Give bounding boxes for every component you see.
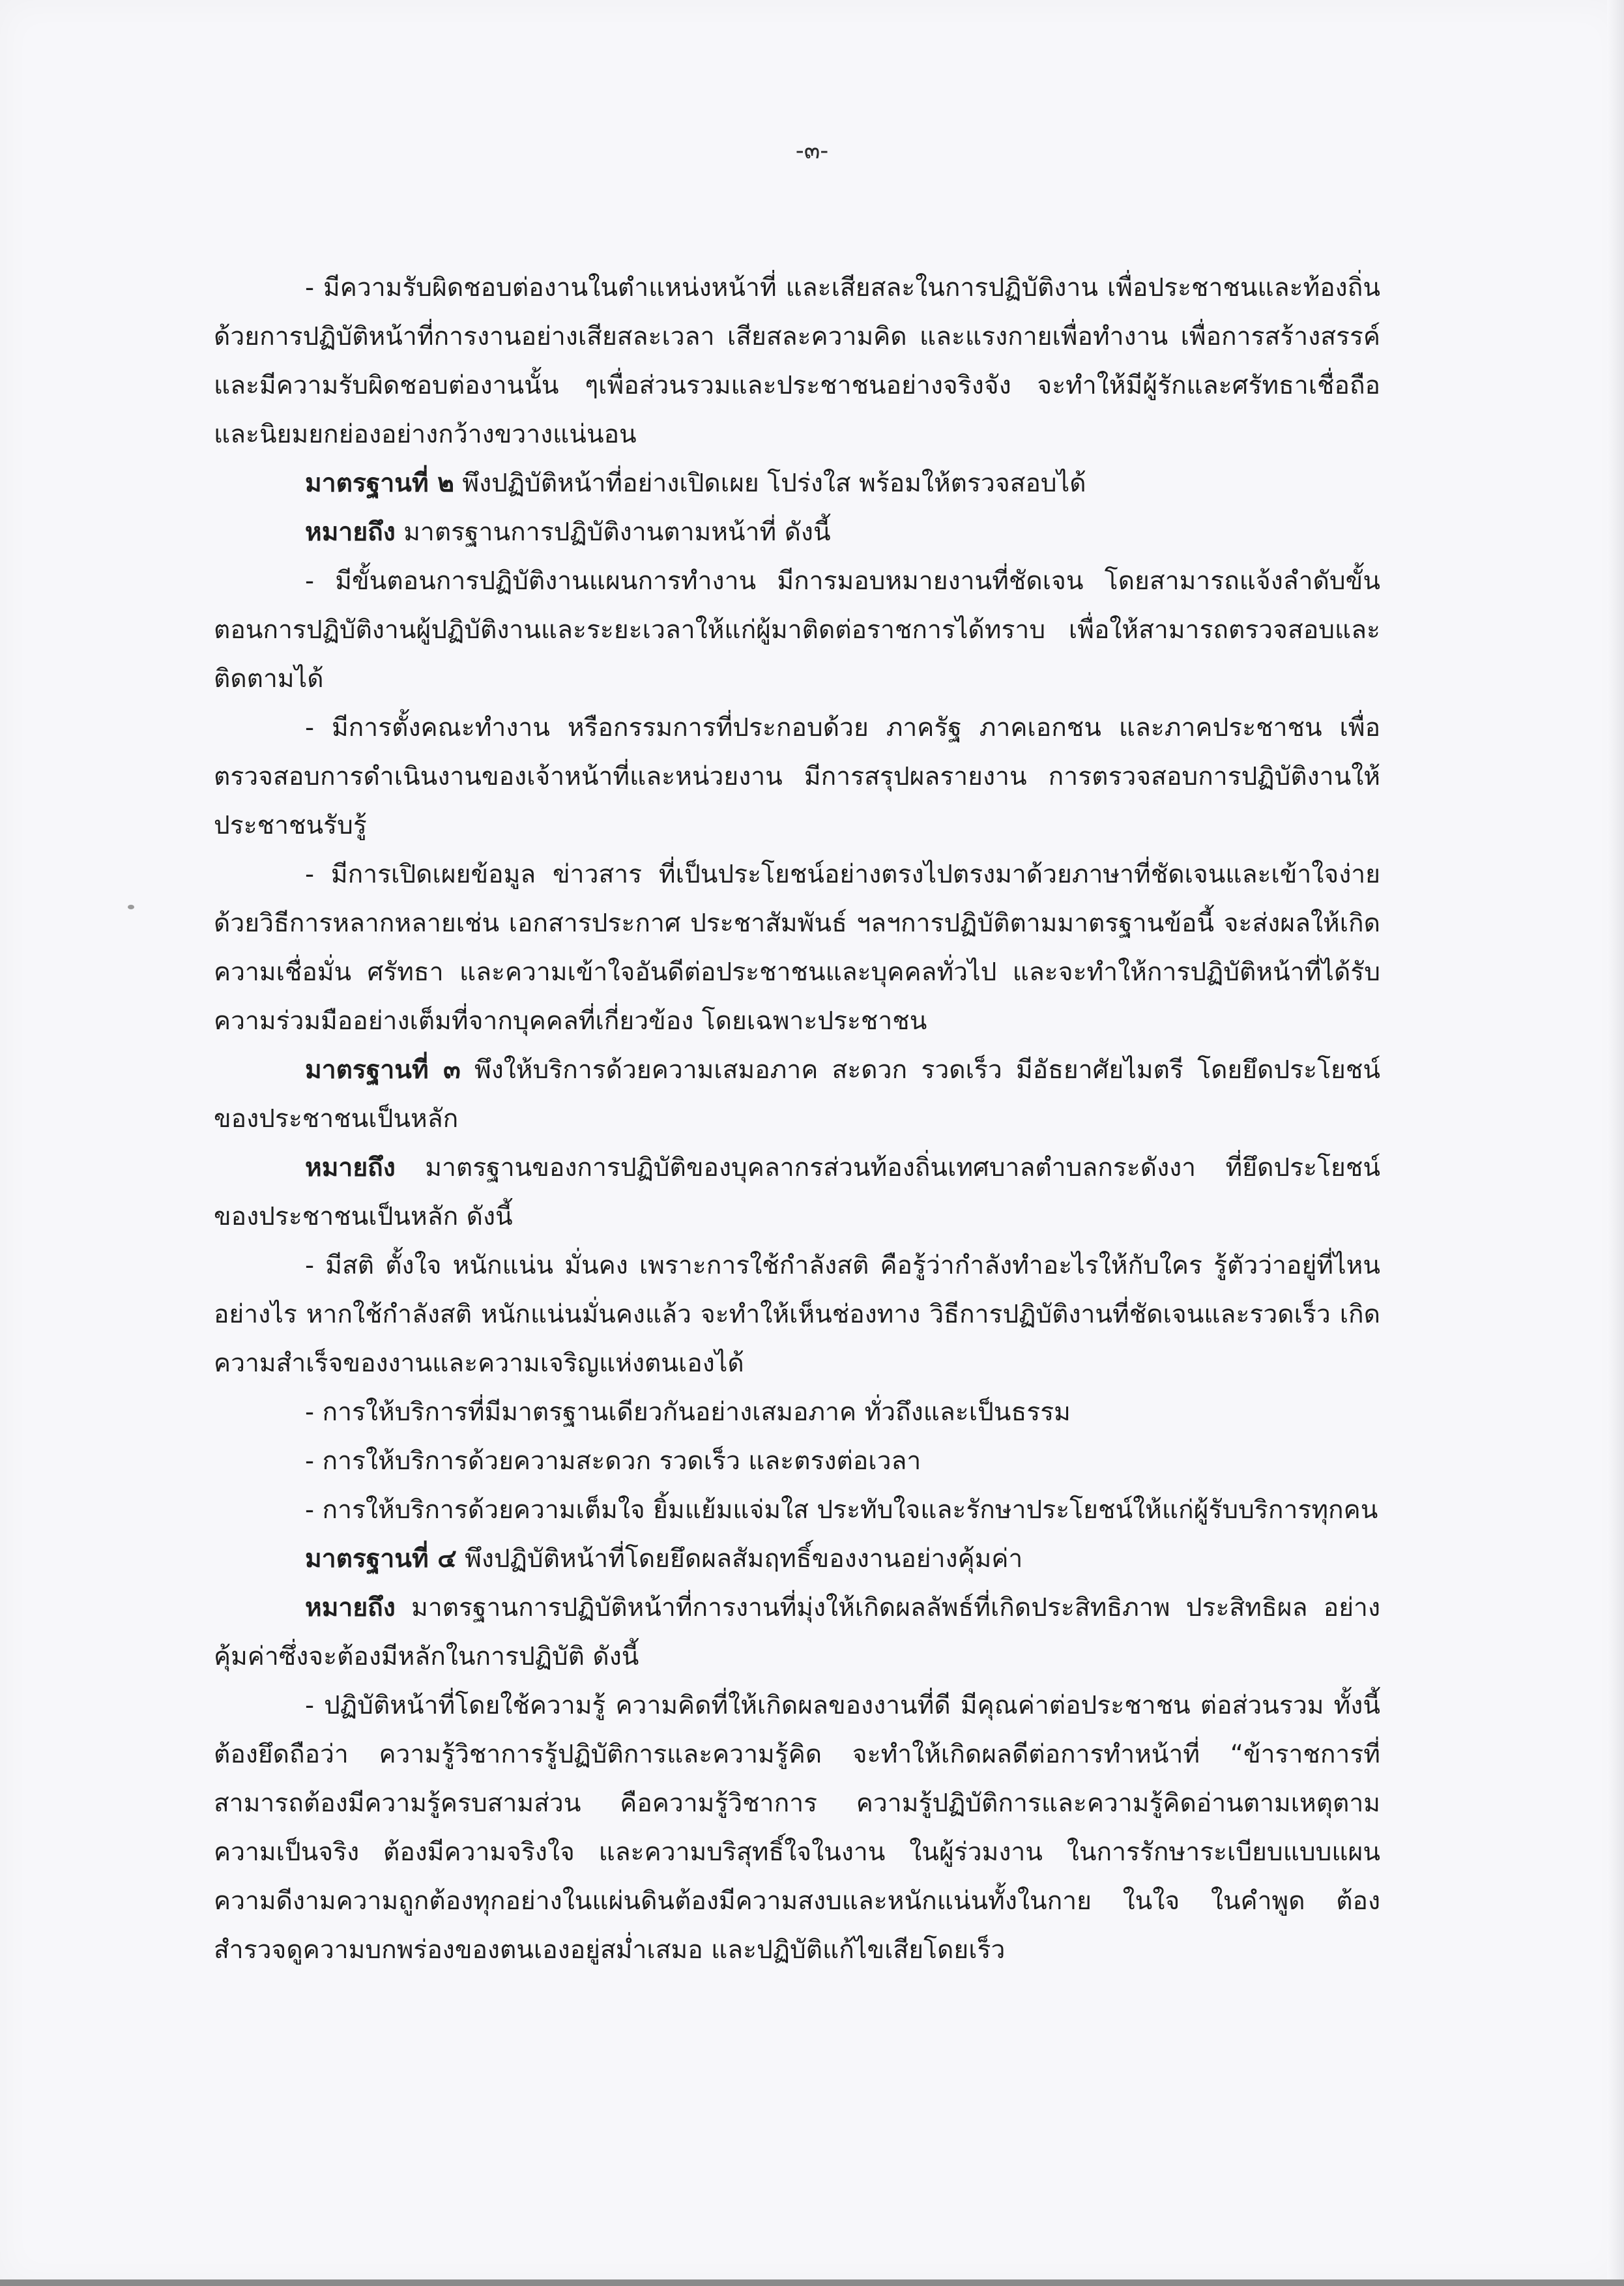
scan-shadow-edge [1607,0,1624,2286]
meaning-label: หมายถึง [305,518,396,547]
meaning-label: หมายถึง [305,1153,396,1182]
standard-label: มาตรฐานที่ ๓ [305,1055,461,1085]
paragraph-text: - การให้บริการด้วยความสะดวก รวดเร็ว และตรงต่อเวลา [305,1446,921,1476]
paragraph-fast-service [214,1437,1380,1486]
meaning-text: มาตรฐานการปฏิบัติหน้าที่การงานที่มุ่งให้เกิดผลลัพธ์ที่เกิดประสิทธิภาพ ประสิทธิผล อย่างคุ้มค่าซึ่งจะต้องมีหลักในการปฏิบัติ ดังนี้ [214,1593,1380,1671]
paragraph-text: - ปฏิบัติหน้าที่โดยใช้ความรู้ ความคิดที่ให้เกิดผลของงานที่ดี มีคุณค่าต่อประชาชน ต่อส่วนรวม ทั้งนี้ต้องยึดถือว่า ความรู้วิชาการรู้ปฏิบัติการและความรู้คิด จะทำให้เกิดผลดีต่อการทำหน้าที่ “ข้าราชการที่สามารถต้องมีความรู้ครบสามส่วน คือความรู้วิชาการ ความรู้ปฏิบัติการและความรู้คิดอ่านตามเหตุตามความเป็นจริง ต้องมีความจริงใจ และความบริสุทธิ์ใจในงาน ในผู้ร่วมงาน ในการรักษาระเบียบแบบแผน ความดีงามความถูกต้องทุกอย่างในแผ่นดินต้องมีความสงบและหนักแน่นทั้งในกาย ในใจ ในคำพูด ต้องสำรวจดูความบกพร่องของตนเองอยู่สม่ำเสมอ และปฏิบัติแก้ไขเสียโดยเร็ว [214,1691,1380,1965]
paragraph-text: - การให้บริการด้วยความเต็มใจ ยิ้มแย้มแจ่มใส ประทับใจและรักษาประโยชน์ให้แก่ผู้รับบริการทุกคน [305,1495,1378,1525]
scan-speck [128,905,134,909]
paragraph-text: - การให้บริการที่มีมาตรฐานเดียวกันอย่างเสมอภาค ทั่วถึงและเป็นธรรม [305,1398,1071,1427]
standard-3-meaning [214,1143,1380,1241]
paragraph-willing-service [214,1486,1380,1534]
standard-label: มาตรฐานที่ ๒ [305,469,454,498]
standard-text: พึงให้บริการด้วยความเสมอภาค สะดวก รวดเร็ว มีอัธยาศัยไมตรี โดยยึดประโยชน์ของประชาชนเป็นหลัก [214,1055,1381,1134]
meaning-label: หมายถึง [305,1593,396,1622]
paragraph-work-steps [214,557,1380,703]
page-number: -๓- [795,138,829,164]
standard-3-heading [214,1046,1380,1143]
paragraph-responsibility [214,263,1380,459]
paragraph-mindfulness [214,1241,1380,1388]
paragraph-disclosure [214,850,1380,1046]
paragraph-text: - มีความรับผิดชอบต่องานในตำแหน่งหน้าที่ และเสียสละในการปฏิบัติงาน เพื่อประชาชนและท้องถิ่นด้วยการปฏิบัติหน้าที่การงานอย่างเสียสละเวลา เสียสละความคิด และแรงกายเพื่อทำงาน เพื่อการสร้างสรรค์และมีความรับผิดชอบต่องานนั้น ๆเพื่อส่วนรวมและประชาชนอย่างจริงจัง จะทำให้มีผู้รักและศรัทธาเชื่อถือและนิยมยกย่องอย่างกว้างขวางแน่นอน [214,273,1380,449]
standard-text: พึงปฏิบัติหน้าที่โดยยึดผลสัมฤทธิ์ของงานอย่างคุ้มค่า [456,1544,1023,1574]
paragraph-text: - มีการเปิดเผยข้อมูล ข่าวสาร ที่เป็นประโยชน์อย่างตรงไปตรงมาด้วยภาษาที่ชัดเจนและเข้าใจง่ายด้วยวิธีการหลากหลายเช่น เอกสารประกาศ ประชาสัมพันธ์ ฯลฯการปฏิบัติตามมาตรฐานข้อนี้ จะส่งผลให้เกิดความเชื่อมั่น ศรัทธา และความเข้าใจอันดีต่อประชาชนและบุคคลทั่วไป และจะทำให้การปฏิบัติหน้าที่ได้รับความร่วมมืออย่างเต็มที่จากบุคคลที่เกี่ยวข้อง โดยเฉพาะประชาชน [214,860,1380,1036]
standard-2-heading [214,459,1380,508]
paragraph-committee [214,703,1380,850]
paragraph-text: - มีขั้นตอนการปฏิบัติงานแผนการทำงาน มีการมอบหมายงานที่ชัดเจน โดยสามารถแจ้งลำดับขั้นตอนการปฏิบัติงานผู้ปฏิบัติงานและระยะเวลาให้แก่ผู้มาติดต่อราชการได้ทราบ เพื่อให้สามารถตรวจสอบและติดตามได้ [214,566,1380,694]
paragraph-text: - มีสติ ตั้งใจ หนักแน่น มั่นคง เพราะการใช้กำลังสติ คือรู้ว่ากำลังทำอะไรให้กับใคร รู้ตัวว่าอยู่ที่ไหนอย่างไร หากใช้กำลังสติ หนักแน่นมั่นคงแล้ว จะทำให้เห็นช่องทาง วิธีการปฏิบัติงานที่ชัดเจนและรวดเร็ว เกิดความสำเร็จของงานและความเจริญแห่งตนเองได้ [214,1251,1380,1378]
standard-2-meaning [214,508,1380,557]
standard-label: มาตรฐานที่ ๔ [305,1544,457,1574]
meaning-text: มาตรฐานของการปฏิบัติของบุคลากรส่วนท้องถิ่นเทศบาลตำบลกระดังงา ที่ยึดประโยชน์ของประชาชนเป็นหลัก ดังนี้ [214,1153,1380,1231]
standard-text: พึงปฏิบัติหน้าที่อย่างเปิดเผย โปร่งใส พร้อมให้ตรวจสอบได้ [454,469,1086,498]
document-body [214,263,1380,1974]
paragraph-equal-service [214,1388,1380,1437]
paragraph-text: - มีการตั้งคณะทำงาน หรือกรรมการที่ประกอบด้วย ภาครัฐ ภาคเอกชน และภาคประชาชน เพื่อตรวจสอบการดำเนินงานของเจ้าหน้าที่และหน่วยงาน มีการสรุปผลรายงาน การตรวจสอบการปฏิบัติงานให้ประชาชนรับรู้ [214,713,1380,840]
standard-4-heading [214,1534,1380,1583]
scan-bottom-edge [0,2279,1624,2286]
standard-4-meaning [214,1583,1380,1681]
paragraph-knowledge [214,1681,1380,1974]
meaning-text: มาตรฐานการปฏิบัติงานตามหน้าที่ ดังนี้ [395,518,831,547]
